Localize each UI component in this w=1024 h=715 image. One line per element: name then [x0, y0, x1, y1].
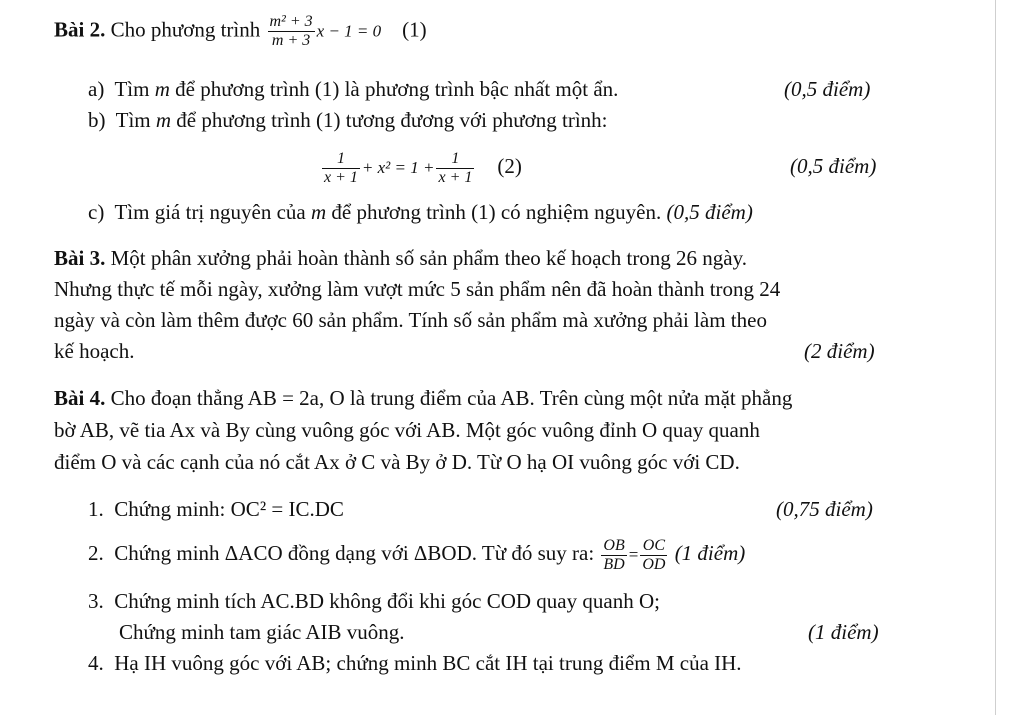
bai4-title: Bài 4.	[54, 386, 106, 410]
bai2-part-a	[88, 76, 618, 102]
bai4-line-1	[54, 385, 792, 411]
bai2-a-points: (0,5 điểm)	[784, 77, 871, 101]
bai2-eq-rest: x − 1 = 0	[316, 21, 382, 41]
bai2-fraction	[268, 13, 315, 50]
bai4-item-4-text: Hạ IH vuông góc với AB; chứng minh BC cắt IH tại trung điểm M của IH.	[114, 651, 742, 675]
bai4-item-3-points: (1 điểm)	[808, 620, 879, 644]
bai4-item-1-text: Chứng minh: OC² = IC.DC	[114, 497, 344, 521]
bai4-line-2: bờ AB, vẽ tia Ax và By cùng vuông góc với AB. Một góc vuông đỉnh O quay quanh	[54, 418, 760, 442]
frac-ob: OB	[603, 536, 625, 554]
bai4-line-3: điểm O và các cạnh của nó cắt Ax ở C và By ở D. Từ O hạ OI vuông góc với CD.	[54, 450, 740, 474]
bai2-c-label: c)	[88, 200, 105, 224]
eq2-mid: + x² = 1 +	[361, 158, 435, 177]
frac-oc: OC	[640, 537, 667, 556]
bai2-a-text-1: Tìm	[114, 77, 155, 101]
bai2-equation-2	[320, 148, 522, 187]
eq2-f2-num: 1	[436, 150, 474, 169]
eq2-fraction-1	[322, 150, 360, 187]
bai4-item-2-num: 2.	[88, 541, 104, 565]
bai2-header	[54, 13, 427, 50]
bai2-b-points: (0,5 điểm)	[790, 154, 877, 178]
eq2-f2-den: x + 1	[438, 168, 473, 186]
bai2-frac-num: m² + 3	[269, 13, 313, 30]
bai4-text-1: Cho đoạn thẳng AB = 2a, O là trung điểm của AB. Trên cùng một nửa mặt phẳng	[110, 386, 793, 410]
bai4-item-3-text: Chứng minh tích AC.BD không đổi khi góc COD quay quanh O;	[114, 589, 660, 613]
eq2-f1-num: 1	[322, 150, 360, 169]
bai3-line-3: ngày và còn làm thêm được 60 sản phẩm. Tính số sản phẩm mà xưởng phải làm theo	[54, 308, 767, 332]
eq2-tag: (2)	[497, 154, 522, 178]
bai2-part-c	[88, 199, 753, 225]
bai4-item-3-num: 3.	[88, 589, 104, 613]
bai4-item-1-num: 1.	[88, 497, 104, 521]
bai3-line-4: kế hoạch.	[54, 339, 135, 363]
bai3-points: (2 điểm)	[804, 339, 875, 363]
frac-bd: BD	[603, 555, 625, 573]
bai4-frac-ob-bd	[601, 537, 626, 574]
bai2-b-text-1: Tìm	[115, 108, 156, 132]
bai2-title: Bài 2.	[54, 17, 106, 42]
bai2-c-m: m	[310, 200, 327, 224]
bai2-c-points: (0,5 điểm)	[666, 200, 753, 224]
bai2-c-text-2: để phương trình (1) có nghiệm nguyên.	[326, 200, 662, 224]
bai2-b-m: m	[155, 108, 172, 132]
bai4-item-1-points: (0,75 điểm)	[776, 497, 873, 521]
bai4-item-3	[88, 588, 660, 614]
bai4-frac-oc-od	[640, 537, 667, 574]
bai3-text-1: Một phân xưởng phải hoàn thành số sản phẩm theo kế hoạch trong 26 ngày.	[110, 246, 748, 270]
bai2-part-b	[88, 107, 607, 133]
bai2-c-text-1: Tìm giá trị nguyên của	[114, 200, 311, 224]
bai3-title: Bài 3.	[54, 246, 106, 270]
bai2-eq-tag: (1)	[402, 17, 427, 42]
bai4-item-4-num: 4.	[88, 651, 104, 675]
eq2-f1-den: x + 1	[324, 168, 358, 186]
bai3-line-1	[54, 245, 747, 271]
bai2-a-m: m	[154, 77, 170, 101]
bai4-item-1	[88, 496, 344, 522]
frac-od: OD	[642, 555, 666, 573]
bai3-line-2: Nhưng thực tế mỗi ngày, xưởng làm vượt mức 5 sản phẩm nên đã hoàn thành trong 24	[54, 277, 781, 301]
bai4-item-3-text-2: Chứng minh tam giác AIB vuông.	[119, 620, 405, 644]
bai2-b-label: b)	[88, 108, 106, 132]
bai4-item-2-text: Chứng minh ΔACO đồng dạng với ΔBOD. Từ đó suy ra:	[114, 541, 595, 565]
bai4-item-2-points: (1 điểm)	[674, 541, 746, 565]
eq2-fraction-2	[436, 150, 474, 187]
page-edge-line	[995, 0, 996, 715]
bai2-a-label: a)	[88, 77, 105, 101]
bai2-b-text-2: để phương trình (1) tương đương với phương trình:	[171, 108, 608, 132]
bai4-item-2	[88, 535, 745, 574]
bai2-intro: Cho phương trình	[110, 17, 261, 42]
bai2-a-text-2: để phương trình (1) là phương trình bậc nhất một ẩn.	[169, 77, 619, 101]
bai2-frac-den: m + 3	[271, 32, 311, 49]
frac-equals: =	[628, 545, 639, 564]
bai4-item-4	[88, 650, 742, 676]
